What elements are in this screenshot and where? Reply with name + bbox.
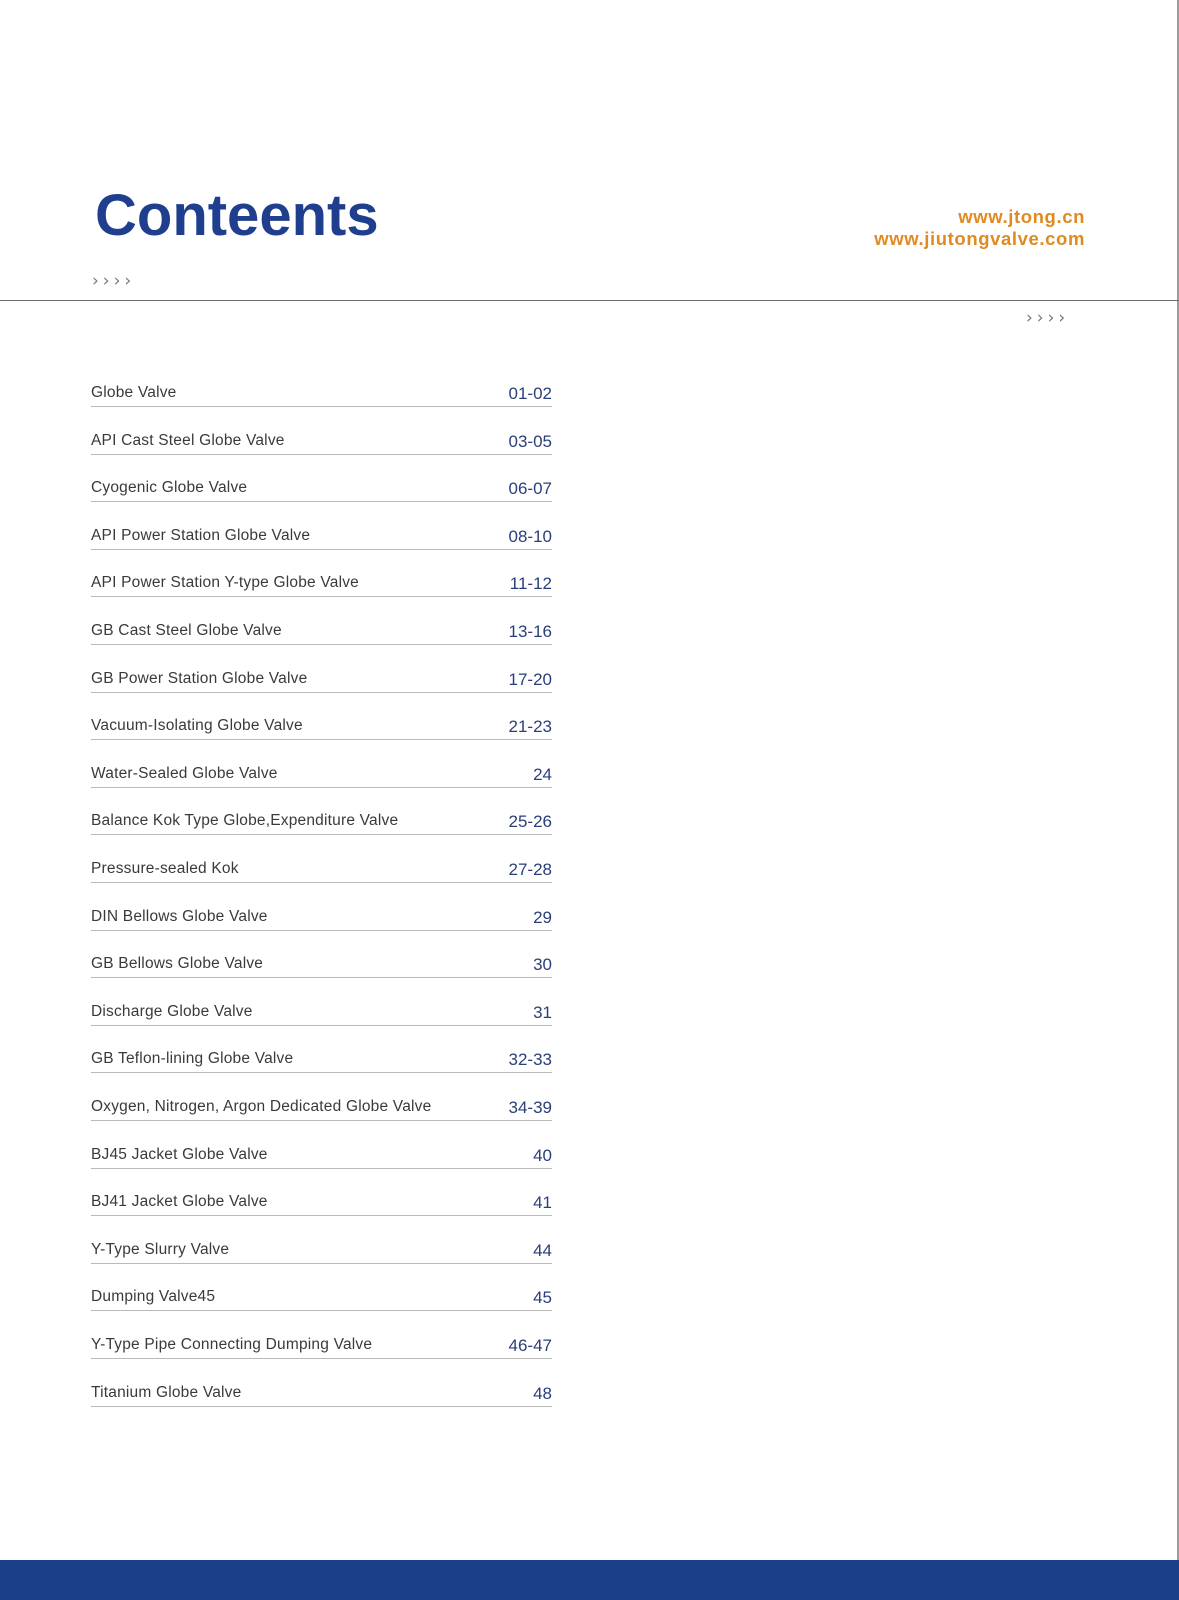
toc-item-pages: 29 (533, 908, 552, 927)
chevron-right-icon: ›››› (1026, 308, 1070, 328)
toc-item[interactable] (91, 622, 552, 645)
toc-item-pages: 25-26 (508, 812, 552, 831)
toc-item[interactable] (91, 1336, 552, 1359)
toc-item-pages: 11-12 (509, 574, 552, 593)
toc-item-title: API Power Station Globe Valve (91, 527, 311, 544)
toc-item-pages: 30 (533, 955, 552, 974)
toc-item-pages: 17-20 (508, 670, 552, 689)
toc-item-title: API Cast Steel Globe Valve (91, 432, 285, 449)
toc-item-pages: 13-16 (508, 622, 552, 641)
chevron-right-icon: ›››› (92, 271, 136, 291)
toc-item-pages: 44 (533, 1241, 552, 1260)
toc-item-title: Y-Type Pipe Connecting Dumping Valve (91, 1336, 373, 1353)
toc-item-title: GB Power Station Globe Valve (91, 670, 308, 687)
toc-item-title: Titanium Globe Valve (91, 1384, 242, 1401)
toc-item[interactable] (91, 384, 552, 407)
toc-item[interactable] (91, 670, 552, 693)
header-divider (0, 300, 1179, 301)
toc-item-pages: 40 (533, 1146, 552, 1165)
footer-bar (0, 1560, 1179, 1600)
toc-item-title: Oxygen, Nitrogen, Argon Dedicated Globe Valve (91, 1098, 432, 1115)
toc-item-title: Dumping Valve45 (91, 1288, 216, 1305)
toc-item[interactable] (91, 1241, 552, 1264)
toc-item[interactable] (91, 432, 552, 455)
toc-item-title: Discharge Globe Valve (91, 1003, 253, 1020)
toc-item-pages: 21-23 (508, 717, 552, 736)
toc-item-pages: 31 (533, 1003, 552, 1022)
toc-item[interactable] (91, 1050, 552, 1073)
toc-item[interactable] (91, 1384, 552, 1407)
toc-item[interactable] (91, 908, 552, 931)
toc-item-title: BJ41 Jacket Globe Valve (91, 1193, 268, 1210)
toc-item-title: BJ45 Jacket Globe Valve (91, 1146, 268, 1163)
toc-item-pages: 27-28 (508, 860, 552, 879)
toc-item-pages: 46-47 (508, 1336, 552, 1355)
toc-item-title: GB Bellows Globe Valve (91, 955, 264, 972)
toc-item-pages: 32-33 (508, 1050, 552, 1069)
page-title: Conteents (95, 183, 379, 248)
url-secondary[interactable]: www.jiutongvalve.com (874, 228, 1085, 249)
toc-item-pages: 45 (533, 1288, 552, 1307)
toc-item-title: Water-Sealed Globe Valve (91, 765, 278, 782)
toc-item[interactable] (91, 1003, 552, 1026)
toc-item[interactable] (91, 1193, 552, 1216)
toc-item[interactable] (91, 527, 552, 550)
toc-item[interactable] (91, 1288, 552, 1311)
toc-item[interactable] (91, 1146, 552, 1169)
toc-item[interactable] (91, 812, 552, 835)
toc-item-title: DIN Bellows Globe Valve (91, 908, 268, 925)
toc-item-pages: 48 (533, 1384, 552, 1403)
toc-item-title: Cyogenic Globe Valve (91, 479, 248, 496)
toc-item[interactable] (91, 717, 552, 740)
toc-item-pages: 03-05 (508, 432, 552, 451)
toc-item[interactable] (91, 860, 552, 883)
toc-item-title: API Power Station Y-type Globe Valve (91, 574, 359, 591)
toc-item-pages: 24 (533, 765, 552, 784)
toc-item[interactable] (91, 574, 552, 597)
toc-item-title: Globe Valve (91, 384, 177, 401)
toc-item-title: Balance Kok Type Globe,Expenditure Valve (91, 812, 399, 829)
toc-item-title: GB Teflon-lining Globe Valve (91, 1050, 294, 1067)
toc-item-pages: 01-02 (508, 384, 552, 403)
toc-item[interactable] (91, 1098, 552, 1121)
url-primary[interactable]: www.jtong.cn (958, 206, 1085, 227)
toc-item-pages: 34-39 (508, 1098, 552, 1117)
toc-item-title: Y-Type Slurry Valve (91, 1241, 230, 1258)
toc-item-title: GB Cast Steel Globe Valve (91, 622, 282, 639)
toc-item-pages: 06-07 (508, 479, 552, 498)
toc-item[interactable] (91, 955, 552, 978)
toc-item[interactable] (91, 765, 552, 788)
toc-item-pages: 41 (533, 1193, 552, 1212)
website-urls (874, 206, 1085, 250)
toc-item[interactable] (91, 479, 552, 502)
toc-item-title: Pressure-sealed Kok (91, 860, 239, 877)
toc-item-pages: 08-10 (508, 527, 552, 546)
toc-item-title: Vacuum-Isolating Globe Valve (91, 717, 303, 734)
